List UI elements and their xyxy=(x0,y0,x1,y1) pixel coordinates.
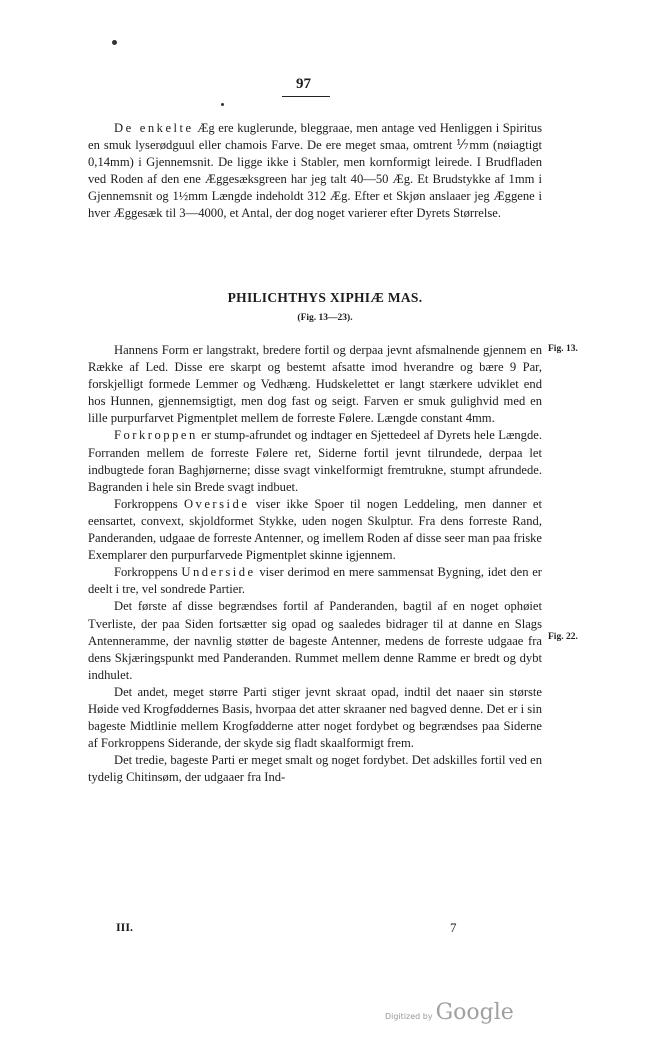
paragraph-underside xyxy=(88,564,542,598)
section-title: PHILICHTHYS XIPHIÆ MAS. xyxy=(227,290,423,305)
paragraph-text: viser derimod en mere sammensat Bygning, idet den er deelt i tre, vel sondrede Partier. xyxy=(88,565,542,597)
watermark-prefix: Digitized by xyxy=(385,1012,433,1021)
spaced-lead: Forkroppen xyxy=(114,428,198,443)
opening-paragraph-block xyxy=(88,120,542,223)
ink-dot xyxy=(112,40,117,45)
spaced-lead: De enkelte xyxy=(114,121,194,135)
spaced-term: Underside xyxy=(181,565,256,580)
google-watermark xyxy=(385,1000,514,1025)
paragraph-pre: Forkroppens xyxy=(114,565,182,580)
paragraph-text: viser ikke Spoer til nogen Leddeling, men danner et eensartet, convext, skjoldformet Stykke, uden nogen Skulptur. Fra dens forreste Rand, Panderanden, udgaae de forreste Antenner, og imellem Roden af disse seer man paa friske Exemplarer den purpurfarvede Pigmentplet skinne igjennem. xyxy=(88,496,542,563)
paragraph-first-part: Det første af disse begrændses fortil af Panderanden, bagtil af en noget ophøiet Tverliste, der paa Siden fortsætter sig opad og saaledes bidrager til at danne en Slags Antenneramme, der navnlig støtter de bageste Antenner, medens de forreste udgaae fra dens Skjæringspunkt med Panderanden. Rummet mellem denne Ramme er bredt og dybt indhulet. xyxy=(88,599,542,682)
paragraph-second-part: Det andet, meget større Parti stiger jevnt skraat opad, indtil det naaer sin største Høide ved Krogføddernes Basis, hvorpaa det atter skraaner ned bagved denne. Det er i sin bageste Midtlinie mellem Krogfødderne atter noget fordybet og begrændses paa Siderne af Forkroppens Siderande, der skyde sig fladt skaalformigt frem. xyxy=(88,684,542,751)
section-figure-ref: (Fig. 13—23). xyxy=(297,313,353,323)
body-text-block xyxy=(88,342,542,786)
paragraph-pre: Forkroppens xyxy=(114,496,184,511)
signature-mark: III. xyxy=(116,920,134,934)
spaced-term: Overside xyxy=(183,496,250,511)
paragraph-text: Æg ere kuglerunde, bleggraae, men antage ved Henliggen i Spiritus en smuk lyserødguul eller chamois Farve. De ere meget smaa, omtrent ⅐mm (nøiagtigt 0,14mm) i Gjennemsnit. De ligge ikke i Stabler, men kornformigt leirede. I Brudfladen ved Roden af den ene Æggesæksgreen har jeg talt 40—50 Æg. Et Brudstykke af 1mm i Gjennemsnit og 1½mm Længde indeholdt 312 Æg. Efter et Skjøn anslaaer jeg Æggene i hver Æggesæk til 3—4000, et Antal, der dog noget varierer efter Dyrets Størrelse. xyxy=(88,121,542,221)
page-number: 97 xyxy=(296,76,311,92)
ink-dot-small xyxy=(221,103,224,106)
paragraph-eggs xyxy=(88,120,542,223)
margin-note-fig13: Fig. 13. xyxy=(548,344,578,354)
page-number-rule xyxy=(282,96,330,97)
margin-note-fig22: Fig. 22. xyxy=(548,632,578,642)
paragraph-third-part: Det tredie, bageste Parti er meget smalt og noget fordybet. Det adskilles fortil ved en tydelig Chitinsøm, der udgaaer fra Ind- xyxy=(88,753,542,785)
paragraph-text: er stump-afrundet og indtager en Sjettedeel af Dyrets hele Længde. Forranden mellem de forreste Følere ret, Siderne fortil jevnt tilrundede, derpaa let indbugtede foran Baghjørnerne; disse svagt vinkelformigt fremtrukne, stumpt afrundede. Bagranden i hele sin Brede svagt indbuet. xyxy=(88,428,542,494)
paragraph-overside xyxy=(88,496,542,564)
signature-number: 7 xyxy=(450,920,457,935)
google-logo: Google xyxy=(435,1000,514,1025)
paragraph-form: Hannens Form er langstrakt, bredere fortil og derpaa jevnt afsmalnende gjennem en Række af Led. Disse ere skarpt og bestemt afsatte imod hverandre og bære 9 Par, forskjelligt formede Lemmer og Vedhæng. Hudskelettet er langt stærkere udviklet end hos Hunnen, gjennemsigtigt, men dog fast og seigt. Farven er smuk gulighvid med en lille purpurfarvet Pigmentplet mellem de forreste Følere. Længde constant 4mm. xyxy=(88,343,542,426)
paragraph-forkroppen xyxy=(88,427,542,495)
